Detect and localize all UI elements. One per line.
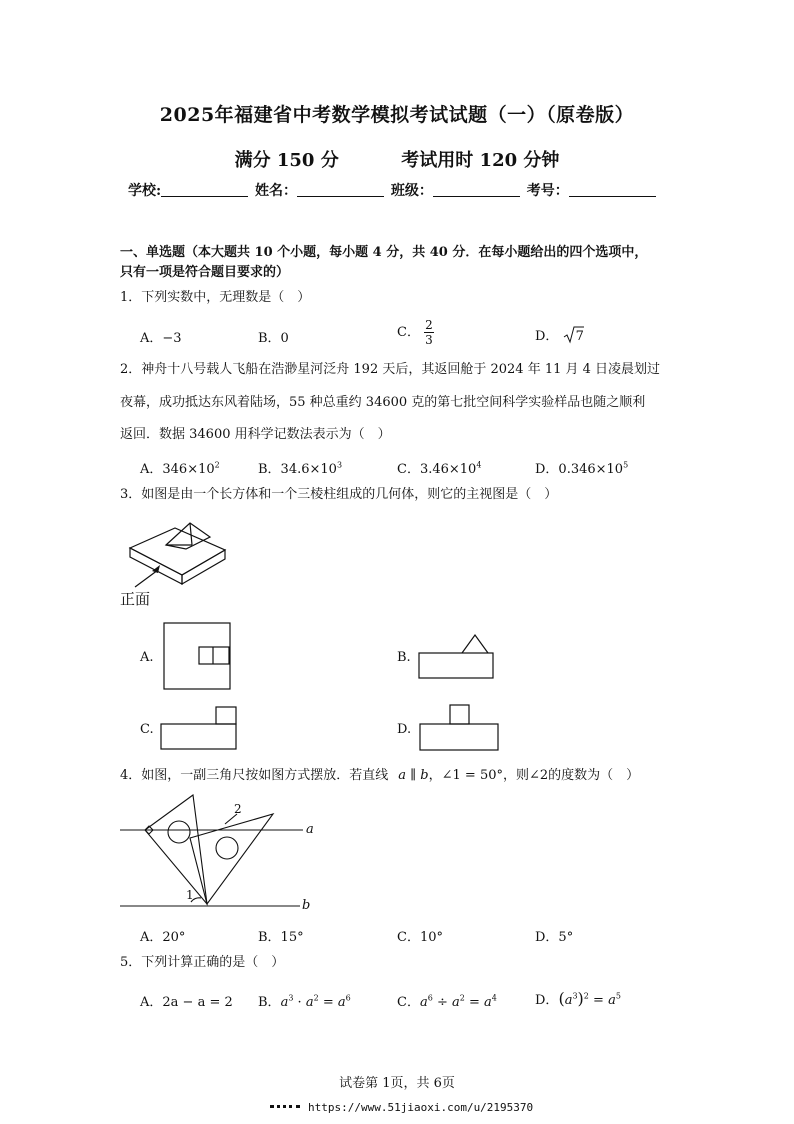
q4-stem: 4．如图，一副三角尺按如图方式摆放．若直线 a ∥ b，∠1 = 50°，则∠2的度数为（ ） <box>120 768 640 783</box>
q5-stem: 5．下列计算正确的是（ ） <box>120 955 285 970</box>
exam-meta <box>0 146 794 172</box>
q2-stem-line1: 2．神舟十八号载人飞船在浩渺星河泛舟 192 天后，其返回舱于 2024 年 11 月 4 日凌晨划过 <box>120 362 661 377</box>
q3-solid-figure <box>120 515 230 590</box>
q4-option-d: D．5° <box>535 930 574 945</box>
q5-option-d: D．$(a^3)^2 = a^5$ <box>535 989 621 1008</box>
page-title: 2025年福建省中考数学模拟考试试题（一）（原卷版） <box>159 104 635 126</box>
q5-option-c: C．$a^6 \div a^2 = a^4$ <box>397 993 497 1010</box>
angle-1-label: 1 <box>186 888 194 902</box>
q2-option-d: D．$0.346\times 10^5$ <box>535 460 629 477</box>
q1-option-a: A．−3 <box>140 331 182 346</box>
q1-option-d: D． 7 <box>535 325 584 345</box>
q4-triangle-figure <box>115 790 325 915</box>
q3-option-d-figure <box>419 704 501 752</box>
q4-option-b: B．15° <box>258 930 304 945</box>
q2-stem-line2: 夜幕，成功抵达东风着陆场，55 种总重约 34600 克的第七批空间科学实验样品也随之顺利 <box>120 395 646 410</box>
class-label: 班级： <box>390 183 433 199</box>
q3-option-d-label: D. <box>397 722 412 737</box>
section-heading: 一、单选题（本大题共 10 个小题，每小题 4 分，共 40 分．在每小题给出的四个选项中， <box>120 245 648 260</box>
q2-option-b: B．$34.6\times 10^3$ <box>258 460 343 477</box>
q3-option-a-label: A. <box>140 650 154 665</box>
exam-time: 考试用时 120 分钟 <box>401 150 560 171</box>
q1-stem: 1．下列实数中，无理数是（ ） <box>120 290 311 305</box>
q2-stem-line3: 返回．数据 34600 用科学记数法表示为（ ） <box>120 427 391 442</box>
student-info-fields <box>128 180 658 200</box>
q2-option-c: C．$3.46\times 10^4$ <box>397 460 482 477</box>
q3-option-b-figure <box>418 632 498 680</box>
q2-option-a: A．$346\times 10^2$ <box>140 460 220 477</box>
front-label: 正面 <box>120 590 151 608</box>
q3-stem: 3．如图是由一个长方体和一个三棱柱组成的几何体，则它的主视图是（ ） <box>120 487 558 502</box>
line-a-label: a <box>306 822 314 837</box>
page-footer: 试卷第 1页，共 6页 <box>339 1076 455 1091</box>
q4-option-c: C．10° <box>397 930 443 945</box>
fraction: $\frac{2}{3}$ <box>425 318 433 347</box>
exam-number-blank[interactable] <box>569 182 656 197</box>
exam-number-label: 考号： <box>526 183 569 199</box>
q1-option-c: C． $\frac{2}{3}$ <box>397 318 433 347</box>
q3-option-c-label: C. <box>140 722 154 737</box>
watermark-logo <box>270 1105 300 1111</box>
q1-option-b: B．0 <box>258 331 289 346</box>
full-score: 满分 150 分 <box>234 150 339 171</box>
q3-option-b-label: B. <box>397 650 411 665</box>
school-label: 学校: <box>128 183 162 199</box>
watermark-url: https://www.51jiaoxi.com/u/2195370 <box>270 1101 533 1114</box>
section-heading-line2: 只有一项是符合题目要求的） <box>120 265 290 280</box>
school-blank[interactable] <box>161 182 248 197</box>
q5-option-b: B．$a^3 \cdot a^2 = a^6$ <box>258 993 351 1010</box>
q4-option-a: A．20° <box>140 930 186 945</box>
class-blank[interactable] <box>433 182 520 197</box>
line-b-label: b <box>302 898 311 913</box>
name-blank[interactable] <box>297 182 384 197</box>
q3-option-a-figure <box>163 622 233 692</box>
angle-2-label: 2 <box>234 802 242 816</box>
q5-option-a: A．2a − a = 2 <box>140 995 233 1010</box>
name-label: 姓名： <box>255 183 298 199</box>
q3-option-c-figure <box>160 706 240 752</box>
